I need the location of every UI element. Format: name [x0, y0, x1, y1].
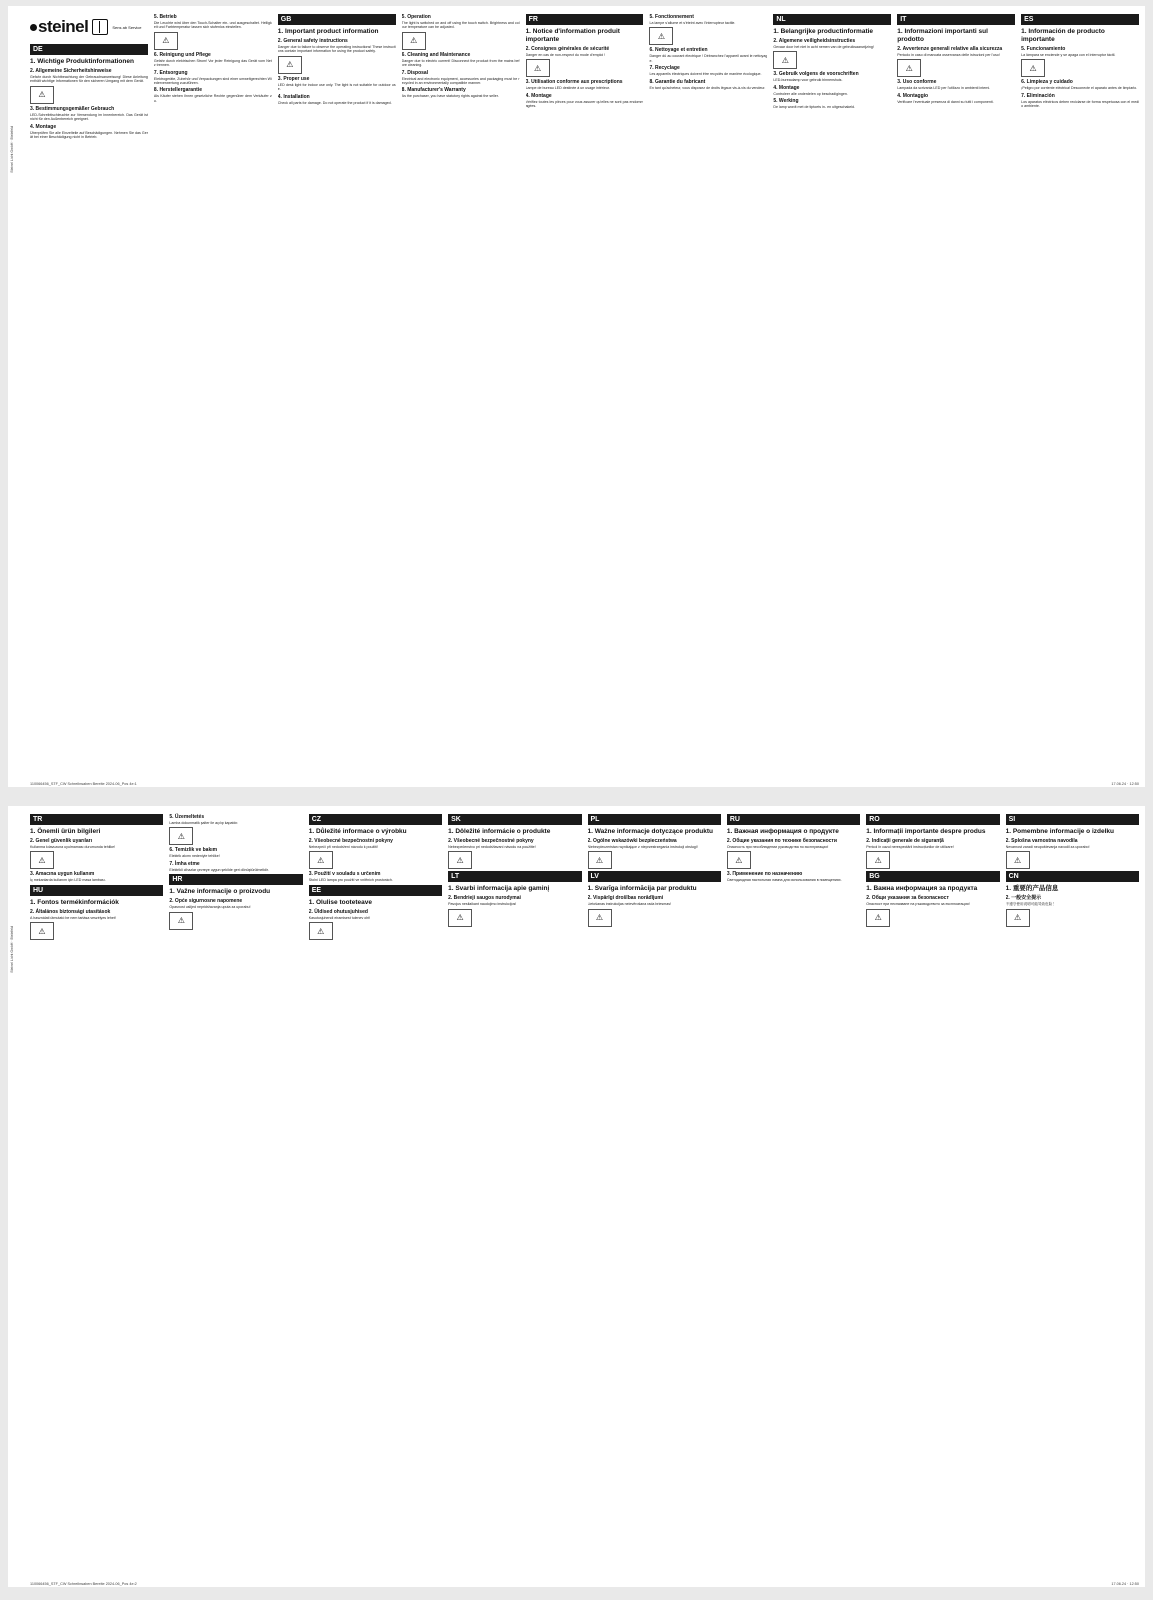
- paragraph: Stolní LED lampa pro použití ve vnitřních prostorách.: [308, 878, 393, 883]
- section-title: 1. Informații importante despre produs: [866, 828, 986, 835]
- page-top: [8, 6, 1145, 787]
- warning-icon: ⚠: [278, 56, 302, 74]
- paragraph: Nebezpečenstvo pri nedodržiavaní návodu na použitie!: [448, 845, 536, 849]
- steinel-logo: [30, 17, 88, 37]
- paragraph: Lampada da scrivania LED per l'utilizzo in ambienti interni.: [897, 86, 991, 91]
- warning-icon: ⚠: [154, 32, 178, 50]
- paragraph: Pericol în cazul nerespectării instrucțiunilor de utilizare!: [866, 845, 954, 849]
- text-column: [727, 812, 860, 1581]
- page-bottom: [8, 806, 1145, 1587]
- section-title: 1. Ważne informacje dotyczące produktu: [587, 828, 713, 835]
- subsection-heading: 7. Disposal: [401, 69, 429, 76]
- subsection-heading: 7. Recyclage: [649, 65, 680, 72]
- text-column: [169, 812, 302, 1581]
- subsection-heading: 2. 一般安全提示: [1005, 895, 1042, 902]
- paragraph: LED-bureaulamp voor gebruik binnenshuis.: [773, 78, 843, 83]
- paragraph: En tant qu'acheteur, vous disposez de droits légaux vis-à-vis du vendeur.: [649, 85, 766, 90]
- paragraph: Electrical and electronic equipment, accessories and packaging must be recycled in an environmentally compatible manner.: [401, 76, 520, 86]
- subsection-heading: 2. Genel güvenlik uyarıları: [30, 838, 92, 844]
- footer-right: 17.06.24 · 12:50: [1111, 1582, 1139, 1586]
- subsection-heading: 3. Bestimmungsgemäßer Gebrauch: [30, 105, 115, 112]
- subsection-heading: 5. Werking: [773, 98, 799, 105]
- section-title: 1. Notice d'information produit importante: [525, 28, 620, 43]
- language-header: HR: [169, 874, 302, 885]
- paragraph: İç mekanlarda kullanım için LED masa lambası.: [30, 878, 106, 883]
- logo-dot-icon: [30, 24, 37, 31]
- paragraph: Elektrikli cihazlar çevreye uygun şekilde geri dönüştürülmelidir.: [169, 867, 269, 872]
- language-header: CN: [1006, 871, 1139, 882]
- paragraph: Danger en cas de non-respect du mode d'emploi !: [525, 53, 606, 57]
- text-column: [526, 12, 644, 781]
- paragraph: Светодиодная настольная лампа для использования в помещениях.: [726, 878, 842, 883]
- paragraph: Die Leuchte wird über den Touch-Schalter ein- und ausgeschaltet. Helligkeit und Farbtemperatur lassen sich stufenlos einstellen.: [153, 21, 272, 30]
- subsection-heading: 4. Montage: [773, 84, 800, 91]
- subsection-heading: 2. Общи указания за безопасност: [866, 895, 949, 902]
- paragraph: Les appareils électriques doivent être recyclés de manière écologique.: [649, 72, 762, 77]
- subsection-heading: 2. Indicații generale de siguranță: [866, 838, 944, 844]
- section-title: 1. Важна информация за продукта: [866, 885, 978, 893]
- side-text: Steinel Licht GmbH · Bielefeld: [10, 926, 14, 973]
- subsection-heading: 2. Všeobecné bezpečnostné pokyny: [448, 838, 534, 844]
- warning-icon: ⚠: [30, 851, 54, 869]
- warning-icon: ⚠: [309, 851, 333, 869]
- warning-icon: ⚠: [897, 59, 921, 77]
- warning-icon: ⚠: [402, 32, 426, 50]
- subsection-heading: 2. Algemene veiligheidsinstructies: [773, 38, 856, 44]
- paragraph: Elektrogeräte, Zubehör und Verpackungen sind einer umweltgerechten Wiederverwertung zuzuführen.: [153, 76, 272, 86]
- paragraph: Controleer alle onderdelen op beschadigingen.: [773, 91, 848, 96]
- subsection-heading: 2. Opće sigurnosne napomene: [169, 898, 243, 905]
- language-header: BG: [866, 871, 999, 882]
- subsection-heading: 3. Použití v souladu s určením: [308, 871, 381, 878]
- section-title: 1. Informazioni importanti sul prodotto: [897, 28, 988, 43]
- subsection-heading: 6. Limpieza y cuidado: [1021, 79, 1073, 86]
- section-title: 1. Información de producto importante: [1021, 28, 1105, 43]
- text-column: [897, 12, 1015, 781]
- subsection-heading: 2. Všeobecné bezpečnostní pokyny: [308, 838, 393, 844]
- paragraph: Gevaar door het niet in acht nemen van de gebruiksaanwijzing!: [773, 45, 874, 49]
- section-title: 1. Important product information: [277, 28, 379, 35]
- warning-icon: ⚠: [1006, 909, 1030, 927]
- subsection-heading: 5. Üzemeltetés: [169, 814, 205, 820]
- paragraph: A használati útmutató be nem tartása veszélyes lehet!: [30, 915, 116, 920]
- page-footer: [30, 1582, 1139, 1586]
- paragraph: Опасност при неспазване на ръководството за експлоатация!: [866, 902, 970, 907]
- section-title: 1. 重要的产品信息: [1005, 885, 1059, 893]
- text-column: [402, 12, 520, 781]
- text-column: [448, 812, 581, 1581]
- text-column: [154, 12, 272, 781]
- language-header: PL: [588, 814, 721, 825]
- subsection-heading: 2. Avvertenze generali relative alla sicurezza: [897, 46, 1003, 52]
- section-title: 1. Svarīga informācija par produktu: [587, 885, 697, 893]
- warning-icon: ⚠: [30, 922, 54, 940]
- paragraph: LED-Schreibtischleuchte zur Verwendung im Innenbereich. Das Gerät ist nicht für den Außenbereich geeignet.: [30, 112, 148, 122]
- subsection-heading: 3. Amacına uygun kullanım: [30, 871, 95, 878]
- paragraph: LED desk light for indoor use only. The light is not suitable for outdoor use.: [277, 82, 396, 92]
- paragraph: La lampe s'allume et s'éteint avec l'interrupteur tactile.: [649, 21, 736, 25]
- page-footer: [30, 782, 1139, 786]
- subsection-heading: 5. Funcionamiento: [1021, 46, 1066, 52]
- subsection-heading: 5. Operation: [401, 14, 431, 20]
- warning-icon: ⚠: [526, 59, 550, 77]
- manual-book-icon: [92, 19, 108, 35]
- subsection-heading: 2. Vispārīgi drošības norādījumi: [587, 895, 664, 902]
- paragraph: Verificare l'eventuale presenza di danni su tutti i componenti.: [897, 99, 994, 104]
- text-column: [588, 812, 721, 1581]
- paragraph: Vérifiez toutes les pièces pour vous assurer qu'elles ne sont pas endommagées.: [525, 99, 644, 109]
- text-column: [30, 812, 163, 1581]
- paragraph: Check all parts for damage. Do not operate the product if it is damaged.: [277, 100, 392, 105]
- subsection-heading: 3. Применение по назначению: [726, 871, 803, 878]
- section-title: 1. Wichtige Produktinformationen: [30, 58, 134, 65]
- subsection-heading: 3. Utilisation conforme aux prescriptions: [525, 79, 623, 86]
- paragraph: Gefahr durch Nichtbeachtung der Gebrauchsanweisung! Diese Anleitung enthält wichtige Informationen für den sicheren Umgang mit dem Gerät.: [30, 75, 148, 84]
- paragraph: Gefahr durch elektrischen Strom! Vor jeder Reinigung das Gerät vom Netz trennen.: [153, 58, 272, 68]
- section-title: 1. Důležité informace o výrobku: [308, 828, 407, 835]
- warning-icon: ⚠: [727, 851, 751, 869]
- brand-tagline: Sens ab Service: [112, 24, 142, 30]
- subsection-heading: 7. Eliminación: [1021, 92, 1055, 99]
- language-header: RU: [727, 814, 860, 825]
- footer-left: 110066456_STF_CW Schreibwaben Bereite 2024-06_Pos 4e:2: [30, 1582, 137, 1586]
- paragraph: Danger dû au courant électrique ! Débranchez l'appareil avant le nettoyage.: [649, 54, 768, 63]
- section-title: 1. Pomembne informacije o izdelku: [1005, 828, 1114, 835]
- brand-header: [30, 12, 148, 42]
- paragraph: Pavojus nesilaikant naudojimo instrukcijos!: [448, 902, 517, 907]
- warning-icon: ⚠: [1006, 851, 1030, 869]
- subsection-heading: 7. Entsorgung: [153, 69, 188, 76]
- subsection-heading: 2. General safety instructions: [277, 38, 348, 44]
- warning-icon: ⚠: [309, 922, 333, 940]
- language-header: IT: [897, 14, 1015, 25]
- text-column: [649, 12, 767, 781]
- subsection-heading: 2. Általános biztonsági utasítások: [30, 908, 111, 915]
- side-text: Steinel Licht GmbH · Bielefeld: [10, 126, 14, 173]
- subsection-heading: 5. Betrieb: [153, 14, 177, 20]
- warning-icon: ⚠: [30, 86, 54, 104]
- paragraph: Опасность при несоблюдении руководства по эксплуатации!: [726, 845, 829, 849]
- paragraph: Nebezpečí při nedodržení návodu k použití!: [308, 845, 379, 849]
- warning-icon: ⚠: [169, 827, 193, 845]
- subsection-heading: 7. İmha etme: [169, 860, 200, 867]
- paragraph: Kasutusjuhendi eiramisest tulenev oht!: [308, 915, 371, 920]
- paragraph: Opasnost uslijed nepridržavanja uputa za uporabu!: [169, 905, 251, 910]
- text-column: [1006, 812, 1139, 1581]
- language-header: SK: [448, 814, 581, 825]
- language-header: GB: [278, 14, 396, 25]
- section-title: 1. Fontos termékinformációk: [30, 898, 119, 906]
- paragraph: Niebezpieczeństwo wynikające z nieprzestrzegania instrukcji obsługi!: [587, 845, 698, 849]
- language-header: HU: [30, 885, 163, 896]
- subsection-heading: 8. Garantie du fabricant: [649, 78, 706, 85]
- language-header: TR: [30, 814, 163, 825]
- warning-icon: ⚠: [448, 851, 472, 869]
- paragraph: Elektrik akımı nedeniyle tehlike!: [169, 854, 220, 859]
- warning-icon: ⚠: [169, 912, 193, 930]
- paragraph: Lampe de bureau LED destinée à un usage intérieur.: [525, 86, 610, 91]
- subsection-heading: 2. Ogólne wskazówki bezpieczeństwa: [587, 838, 677, 844]
- subsection-heading: 2. Consignes générales de sécurité: [525, 46, 610, 52]
- section-title: 1. Svarbi informacija apie gaminį: [448, 885, 550, 893]
- text-column: [866, 812, 999, 1581]
- text-column: [30, 12, 148, 781]
- paragraph: Danger due to electric current! Disconnect the product from the mains before cleaning.: [401, 58, 520, 68]
- subsection-heading: 4. Installation: [277, 93, 310, 100]
- paragraph: Als Käufer stehen Ihnen gesetzliche Rechte gegenüber dem Verkäufer zu.: [153, 94, 272, 103]
- subsection-heading: 2. Üldised ohutusjuhised: [308, 908, 368, 915]
- logo-text: steinel: [38, 17, 89, 36]
- text-column: [773, 12, 891, 781]
- subsection-heading: 6. Cleaning and Maintenance: [401, 51, 471, 58]
- paragraph: Danger due to failure to observe the operating instructions! These instructions contain important information for using the product safely.: [277, 45, 396, 54]
- subsection-heading: 3. Uso conforme: [897, 79, 937, 86]
- paragraph: Lietošanas instrukcijas neievērošana rada briesmas!: [587, 902, 671, 907]
- paragraph: As the purchaser, you have statutory rights against the seller.: [401, 94, 499, 99]
- section-title: 1. Belangrijke productinformatie: [773, 28, 874, 35]
- subsection-heading: 6. Temizlik ve bakım: [169, 847, 218, 854]
- subsection-heading: 2. Bendrieji saugos nurodymai: [448, 895, 521, 902]
- language-header: ES: [1021, 14, 1139, 25]
- subsection-heading: 2. Splošna varnostna navodila: [1005, 838, 1078, 844]
- section-title: 1. Olulise tooteteave: [308, 898, 372, 906]
- column-container: [30, 12, 1139, 781]
- text-column: [1021, 12, 1139, 781]
- subsection-heading: 2. Allgemeine Sicherheitshinweise: [30, 68, 112, 74]
- subsection-heading: 4. Montaggio: [897, 92, 929, 99]
- warning-icon: ⚠: [866, 909, 890, 927]
- paragraph: Kullanma kılavuzuna uyulmaması durumunda tehlike!: [30, 845, 116, 849]
- section-title: 1. Önemli ürün bilgileri: [30, 828, 101, 835]
- warning-icon: ⚠: [649, 27, 673, 45]
- warning-icon: ⚠: [866, 851, 890, 869]
- paragraph: Los aparatos eléctricos deben reciclarse de forma respetuosa con el medio ambiente.: [1021, 99, 1140, 109]
- subsection-heading: 8. Herstellergarantie: [153, 87, 202, 94]
- subsection-heading: 8. Manufacturer's Warranty: [401, 87, 466, 94]
- subsection-heading: 3. Gebruik volgens de voorschriften: [773, 71, 859, 78]
- text-column: [309, 812, 442, 1581]
- warning-icon: ⚠: [588, 909, 612, 927]
- language-header: NL: [773, 14, 891, 25]
- footer-right: 17.06.24 · 12:50: [1111, 782, 1139, 786]
- column-container: [30, 812, 1139, 1581]
- footer-left: 110066456_STF_CW Schreibwaben Bereite 2024-06_Pos 4e:1: [30, 782, 137, 786]
- section-title: 1. Важная информация о продукте: [726, 828, 839, 835]
- language-header: LV: [588, 871, 721, 882]
- paragraph: Nevarnost zaradi neupoštevanja navodil za uporabo!: [1005, 845, 1090, 849]
- language-header: FR: [526, 14, 644, 25]
- language-header: LT: [448, 871, 581, 882]
- text-column: [278, 12, 396, 781]
- section-title: 1. Važne informacije o proizvodu: [169, 888, 271, 896]
- language-header: EE: [309, 885, 442, 896]
- paragraph: Überprüfen Sie alle Einzelteile auf Beschädigungen. Nehmen Sie das Gerät bei einer Beschädigung nicht in Betrieb.: [30, 130, 148, 140]
- language-header: CZ: [309, 814, 442, 825]
- warning-icon: ⚠: [588, 851, 612, 869]
- paragraph: La lámpara se enciende y se apaga con el interruptor táctil.: [1021, 53, 1116, 57]
- subsection-heading: 6. Nettoyage et entretien: [649, 47, 708, 54]
- subsection-heading: 4. Montage: [30, 123, 57, 130]
- paragraph: The light is switched on and off using the touch switch. Brightness and colour temperature can be adjusted.: [401, 21, 520, 30]
- subsection-heading: 5. Fonctionnement: [649, 14, 694, 20]
- paragraph: De lamp wordt met de tiptoets in- en uitgeschakeld.: [773, 105, 856, 110]
- language-header: DE: [30, 44, 148, 55]
- language-header: RO: [866, 814, 999, 825]
- paragraph: Lamba dokunmatik şalter ile açılıp kapatılır.: [169, 821, 239, 825]
- warning-icon: ⚠: [773, 51, 797, 69]
- warning-icon: ⚠: [1021, 59, 1045, 77]
- subsection-heading: 2. Общие указания по технике безопасности: [726, 838, 837, 844]
- paragraph: 不遵守使用说明可能导致危险！: [1005, 902, 1056, 907]
- subsection-heading: 6. Reinigung und Pflege: [153, 51, 211, 58]
- paragraph: ¡Peligro por corriente eléctrica! Desconecte el aparato antes de limpiarlo.: [1021, 86, 1138, 91]
- subsection-heading: 4. Montage: [525, 92, 552, 99]
- paragraph: Pericolo in caso di mancata osservanza delle istruzioni per l'uso!: [897, 53, 1000, 57]
- language-header: SI: [1006, 814, 1139, 825]
- section-title: 1. Dôležité informácie o produkte: [448, 828, 551, 835]
- warning-icon: ⚠: [448, 909, 472, 927]
- subsection-heading: 3. Proper use: [277, 75, 310, 82]
